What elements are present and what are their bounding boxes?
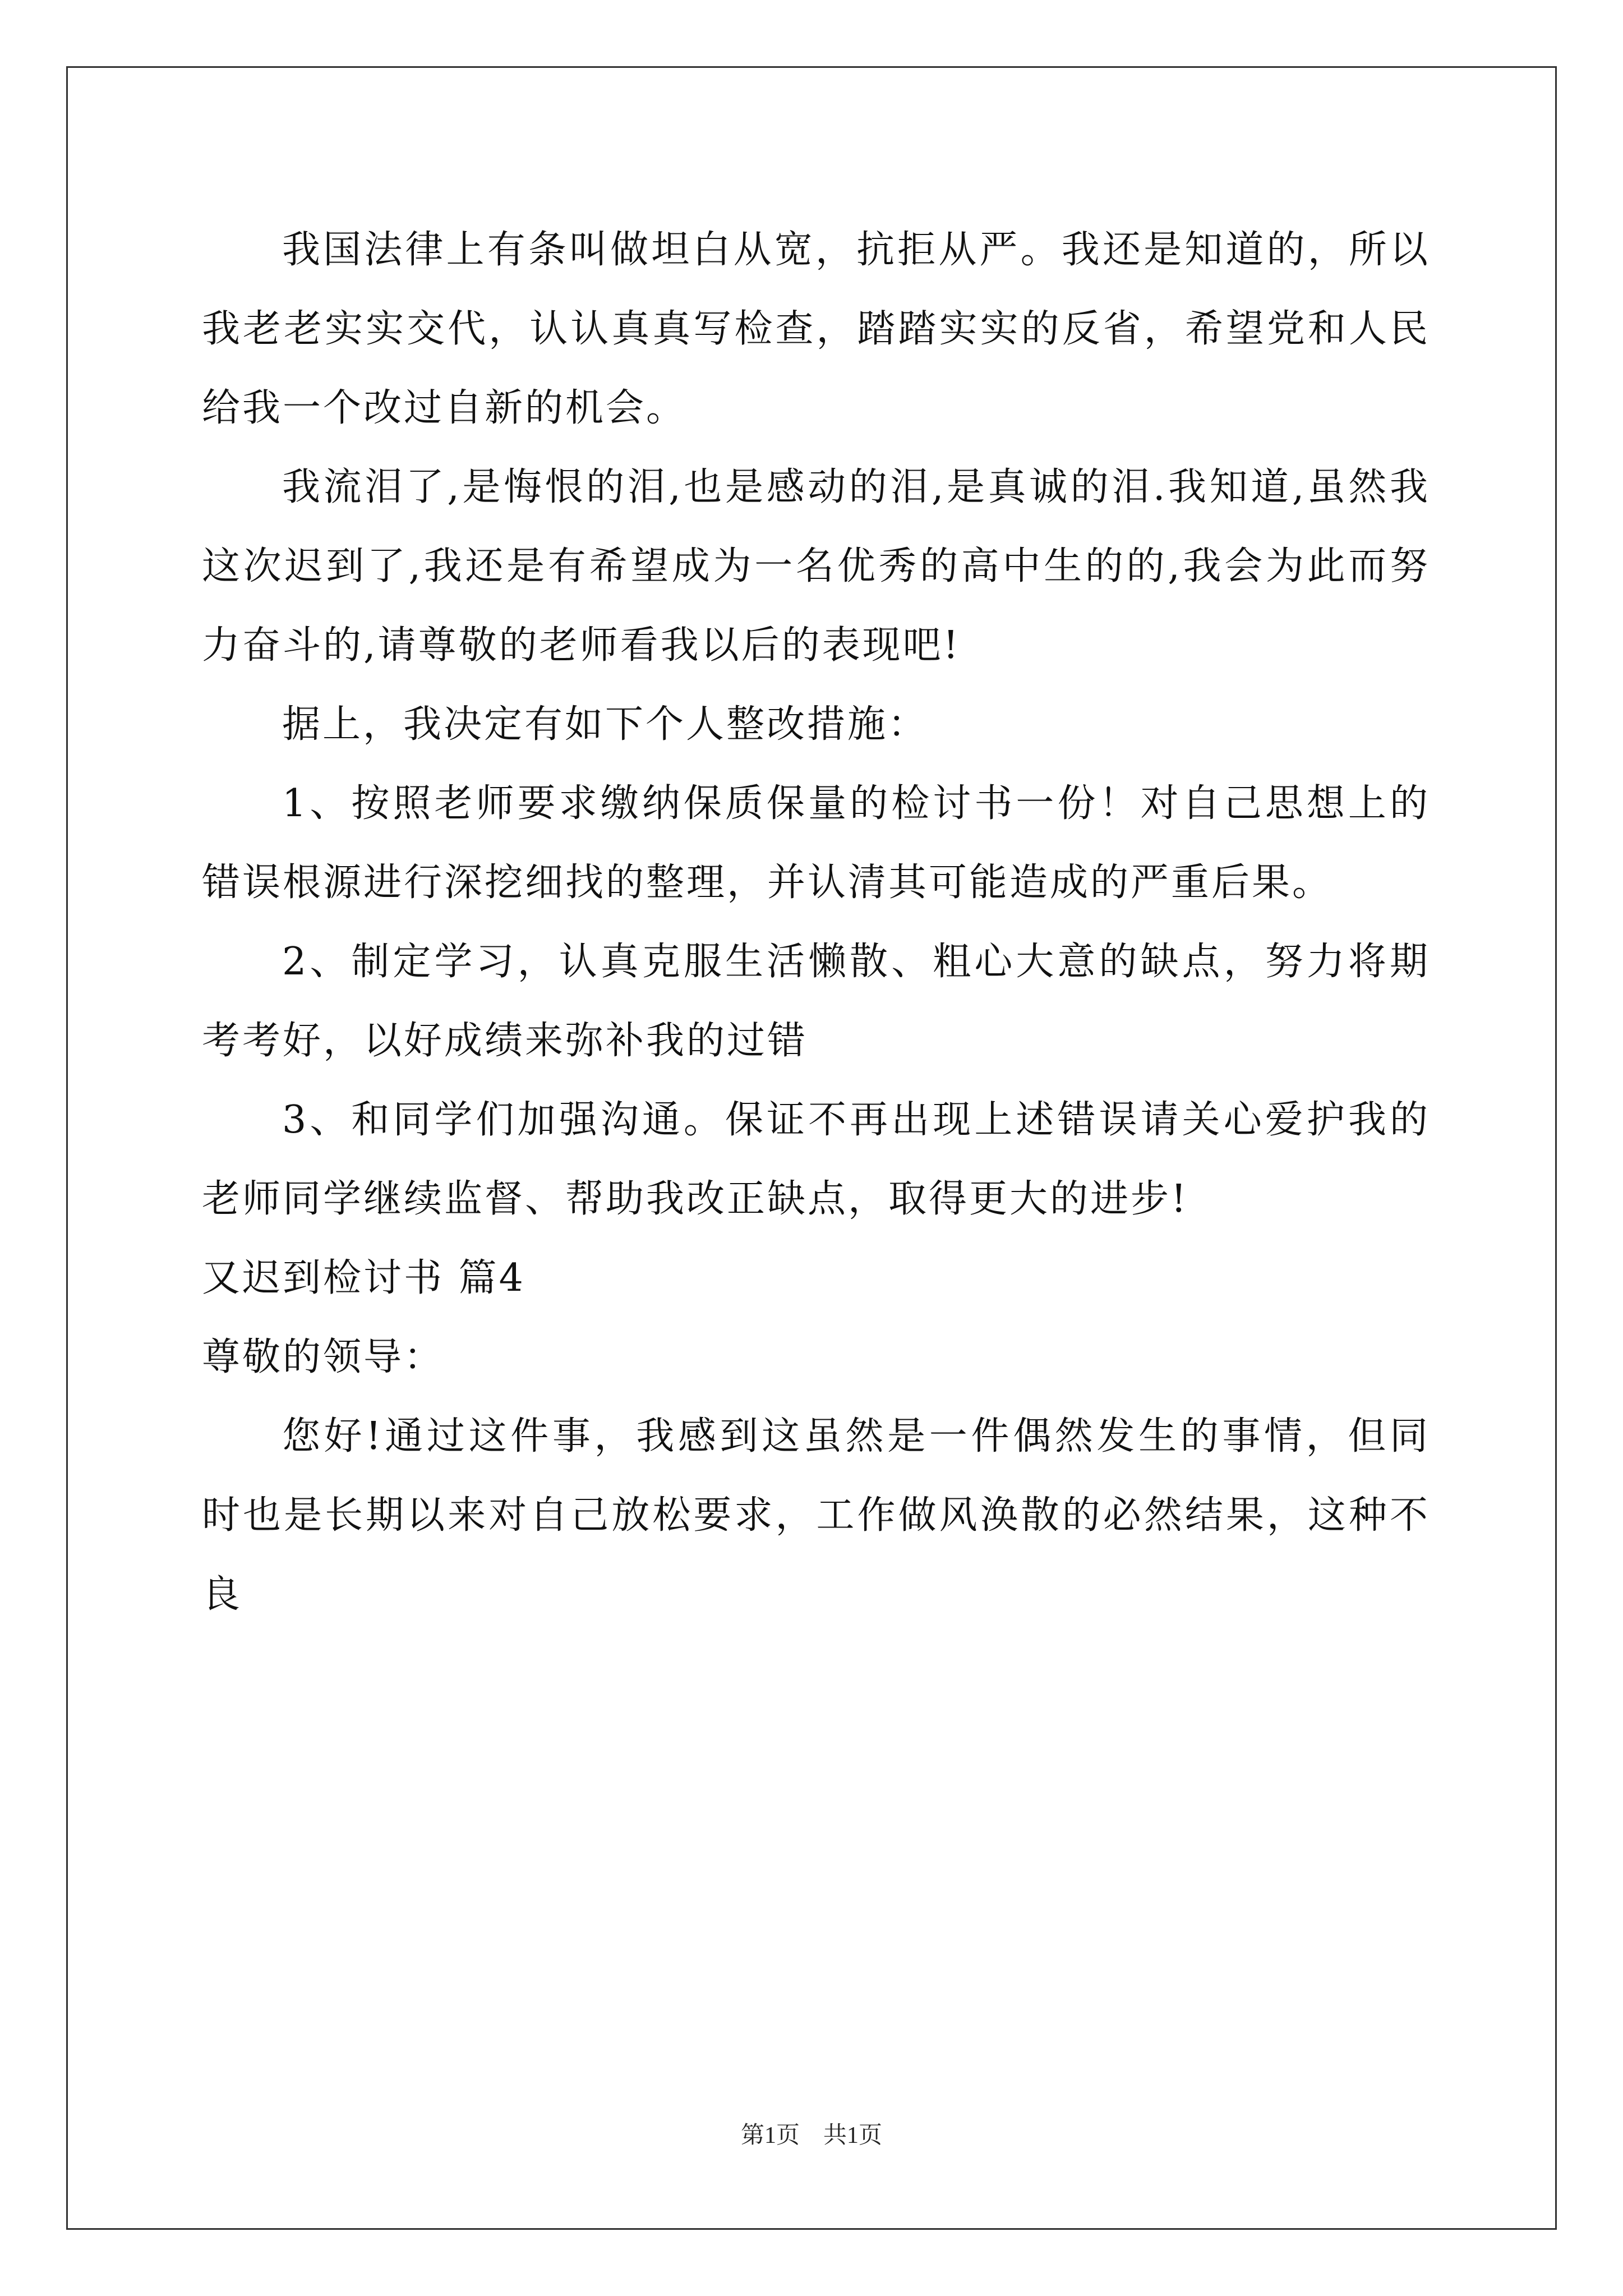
- paragraph-confession: 我国法律上有条叫做坦白从宽，抗拒从严。我还是知道的，所以我老老实实交代，认认真真写检查，踏踏实实的反省，希望党和人民给我一个改过自新的机会。: [202, 228, 1430, 430]
- paragraph-measures-intro: 据上，我决定有如下个人整改措施：: [282, 702, 929, 747]
- list-item-measure-2: 2、制定学习，认真克服生活懒散、粗心大意的缺点，努力将期考考好，以好成绩来弥补我的过错: [202, 940, 1430, 1063]
- paragraph-tears: 我流泪了,是悔恨的泪,也是感动的泪,是真诚的泪.我知道,虽然我这次迟到了,我还是有希望成为一名优秀的高中生的的,我会为此而努力奋斗的,请尊敬的老师看我以后的表现吧!: [202, 465, 1431, 668]
- page-number: 第1页 共1页: [740, 2123, 882, 2148]
- document-body: [202, 210, 1430, 1634]
- section-heading: 又迟到检讨书 篇4: [202, 1256, 525, 1300]
- list-item-measure-1: 1、按照老师要求缴纳保质保量的检讨书一份！对自己思想上的错误根源进行深挖细找的整理，并认清其可能造成的严重后果。: [202, 781, 1430, 905]
- paragraph-greeting: 您好!通过这件事，我感到这虽然是一件偶然发生的事情，但同时也是长期以来对自己放松要求，工作做风涣散的必然结果，这种不良: [202, 1414, 1430, 1617]
- salutation: 尊敬的领导：: [202, 1335, 445, 1379]
- list-item-measure-3: 3、和同学们加强沟通。保证不再出现上述错误请关心爱护我的老师同学继续监督、帮助我改正缺点，取得更大的进步!: [202, 1098, 1430, 1221]
